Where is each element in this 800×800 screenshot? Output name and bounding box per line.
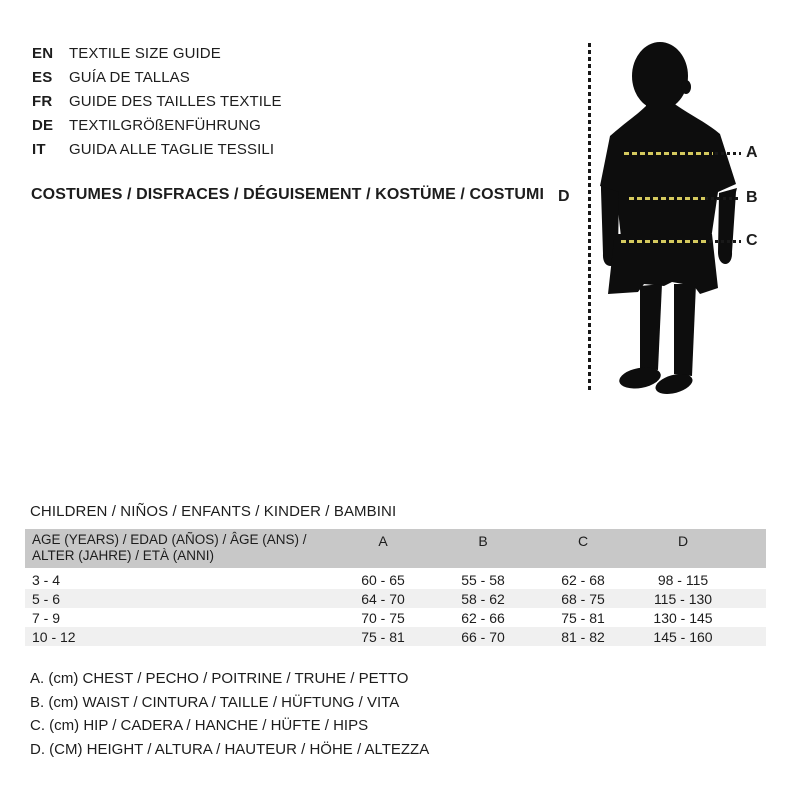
hip-cell: 75 - 81 — [561, 609, 605, 626]
height-cell: 98 - 115 — [657, 571, 709, 588]
height-cell: 145 - 160 — [653, 628, 713, 645]
language-label: TEXTILE SIZE GUIDE — [69, 44, 221, 62]
column-header-c: C — [577, 533, 589, 549]
language-code: EN — [32, 44, 54, 62]
age-cell: 5 - 6 — [32, 590, 61, 607]
table-row — [25, 608, 766, 627]
language-label: GUIDE DES TAILLES TEXTILE — [69, 92, 282, 110]
chest-connector-line — [715, 152, 741, 155]
column-header-d: D — [677, 533, 689, 549]
waist-cell: 66 - 70 — [461, 628, 505, 645]
table-row — [25, 589, 766, 608]
language-code: FR — [32, 92, 53, 110]
category-title: COSTUMES / DISFRACES / DÉGUISEMENT / KOSTÜME / COSTUMI — [31, 186, 544, 203]
age-cell: 3 - 4 — [32, 571, 61, 588]
children-section-title: CHILDREN / NIÑOS / ENFANTS / KINDER / BAMBINI — [30, 503, 397, 520]
language-code: ES — [32, 68, 53, 86]
language-label: TEXTILGRÖßENFÜHRUNG — [69, 116, 261, 134]
height-cell: 130 - 145 — [653, 609, 713, 626]
size-table — [25, 529, 766, 646]
language-code: DE — [32, 116, 54, 134]
waist-measure-label: B — [746, 189, 758, 206]
child-silhouette-icon — [594, 40, 744, 396]
chest-cell: 70 - 75 — [361, 609, 405, 626]
height-dotted-line — [588, 43, 591, 393]
age-header-line2: ALTER (JAHRE) / ETÀ (ANNI) — [32, 548, 215, 563]
legend-waist: B. (cm) WAIST / CINTURA / TAILLE / HÜFTUNG / VITA — [30, 693, 400, 711]
language-label: GUÍA DE TALLAS — [69, 68, 190, 86]
chest-cell: 64 - 70 — [361, 590, 405, 607]
hip-cell: 81 - 82 — [561, 628, 605, 645]
table-row — [25, 570, 766, 589]
hip-cell: 62 - 68 — [561, 571, 605, 588]
height-measure-label: D — [558, 188, 570, 205]
chest-measure-line — [624, 152, 713, 155]
chest-measure-label: A — [746, 144, 758, 161]
waist-connector-line — [705, 197, 741, 200]
hip-measure-line — [621, 240, 712, 243]
waist-cell: 62 - 66 — [461, 609, 505, 626]
measurement-legend — [30, 667, 429, 761]
table-row — [25, 627, 766, 646]
legend-chest: A. (cm) CHEST / PECHO / POITRINE / TRUHE / PETTO — [30, 670, 409, 687]
language-code: IT — [32, 140, 46, 158]
language-label: GUIDA ALLE TAGLIE TESSILI — [69, 140, 275, 158]
waist-cell: 58 - 62 — [461, 590, 505, 607]
waist-cell: 55 - 58 — [461, 571, 505, 588]
hip-cell: 68 - 75 — [561, 590, 605, 607]
column-header-b: B — [478, 533, 488, 549]
age-cell: 7 - 9 — [32, 609, 61, 626]
legend-hip: C. (cm) HIP / CADERA / HANCHE / HÜFTE / HIPS — [30, 717, 369, 734]
chest-cell: 75 - 81 — [361, 628, 405, 645]
height-cell: 115 - 130 — [653, 590, 713, 607]
hip-connector-line — [709, 240, 741, 243]
age-header-line1: AGE (YEARS) / EDAD (AÑOS) / ÂGE (ANS) / — [32, 532, 307, 547]
waist-measure-line — [629, 197, 707, 200]
age-cell: 10 - 12 — [32, 628, 76, 645]
hip-measure-label: C — [746, 232, 758, 249]
legend-height: D. (CM) HEIGHT / ALTURA / HAUTEUR / HÖHE / ALTEZZA — [30, 740, 430, 758]
column-header-a: A — [378, 533, 388, 549]
age-header-cell — [25, 532, 333, 564]
chest-cell: 60 - 65 — [361, 571, 405, 588]
size-table-header — [25, 529, 766, 568]
